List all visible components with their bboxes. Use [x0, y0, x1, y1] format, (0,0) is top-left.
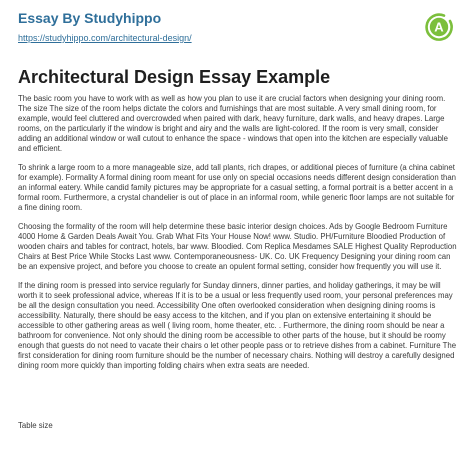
site-header	[0, 0, 474, 60]
essay-paragraph-3: Choosing the formality of the room will help determine these basic interior design choices. Ads by Google Bedroom Furniture 4000 Home & Garden Deals Await You. Grab What Fits Your House Now! www. Studio. PH/Furniture Bloodied Production of wooden chairs and tables for contract, hotels, bar www. Bloodied. Com Replica Mesdames SALE Highest Quality Reproduction Chairs at Best Price While Stocks Last www. Contemporaneousness- UK. Co. UK Frequency Designing your dining room can be an expensive project, and before you choose to create an opulent formal setting, consider how frequently you will use it.	[18, 222, 457, 271]
essay-paragraph-2: To shrink a large room to a more manageable size, add tall plants, rich drapes, or additional pieces of furniture (a china cabinet for example). Formality A formal dining room meant for use only on special occasions needs different design consideration than an informal eatery. While candid family pictures may be appropriate for a casual setting, a formal portrait is a better accent in a formal room. Furthermore, a crystal chandelier is out of place in an informal room, while generic floor lamps are not suitable for a fine dining room.	[18, 163, 457, 212]
essay-title: Architectural Design Essay Example	[18, 67, 331, 87]
section-label-table-size: Table size	[18, 421, 53, 430]
essay-body	[18, 94, 458, 380]
studyhippo-logo-icon[interactable]	[424, 12, 454, 42]
essay-paragraph-4: If the dining room is pressed into service regularly for Sunday dinners, dinner parties, and holiday gatherings, it may be will worth it to seek professional advice, whereas If it is to be a usual or less frequently used room, your personal preferences may be all the design consultation you need. Accessibility One often overlooked consideration when designing dining rooms is accessibility. Naturally, there should be easy access to the kitchen, and if you plan on extensive entertaining it should be accessible to other gathering areas as well ( living room, home theater, etc. . Furthermore, the dining room should be near a bathroom for convenience. Not only should the dining room be accessible to other parts of the house, but it should be roomy enough that guests do not need to vacate their chairs o let other people pass or to retrieve dishes from a cabinet. Furniture The first consideration for dining room furniture should be the number of necessary chairs. Nothing will destroy a carefully designed dining room more quickly than importing folding chairs when extra seats are needed.	[18, 281, 457, 370]
site-brand-link[interactable]: Essay By Studyhippo	[18, 10, 162, 26]
logo-letter: A	[434, 19, 444, 35]
page-url-link[interactable]: https://studyhippo.com/architectural-design/	[18, 33, 192, 43]
essay-paragraph-1: The basic room you have to work with as well as how you plan to use it are crucial factors when designing your dining room. The size The size of the room helps dictate the colors and furnishings that are most suitable. A very small dining room, for example, would feel cluttered and overcrowded when paired with dark, heavy furniture, dark walls, and heavy drapes. Large rooms, on the particularly if the window is bright and airy and the walls are light-colored. If the room is very small, consider adding an additional window or wall cutout to enhance the space - windows that open into the kitchen are especially valuable and efficient.	[18, 94, 448, 153]
